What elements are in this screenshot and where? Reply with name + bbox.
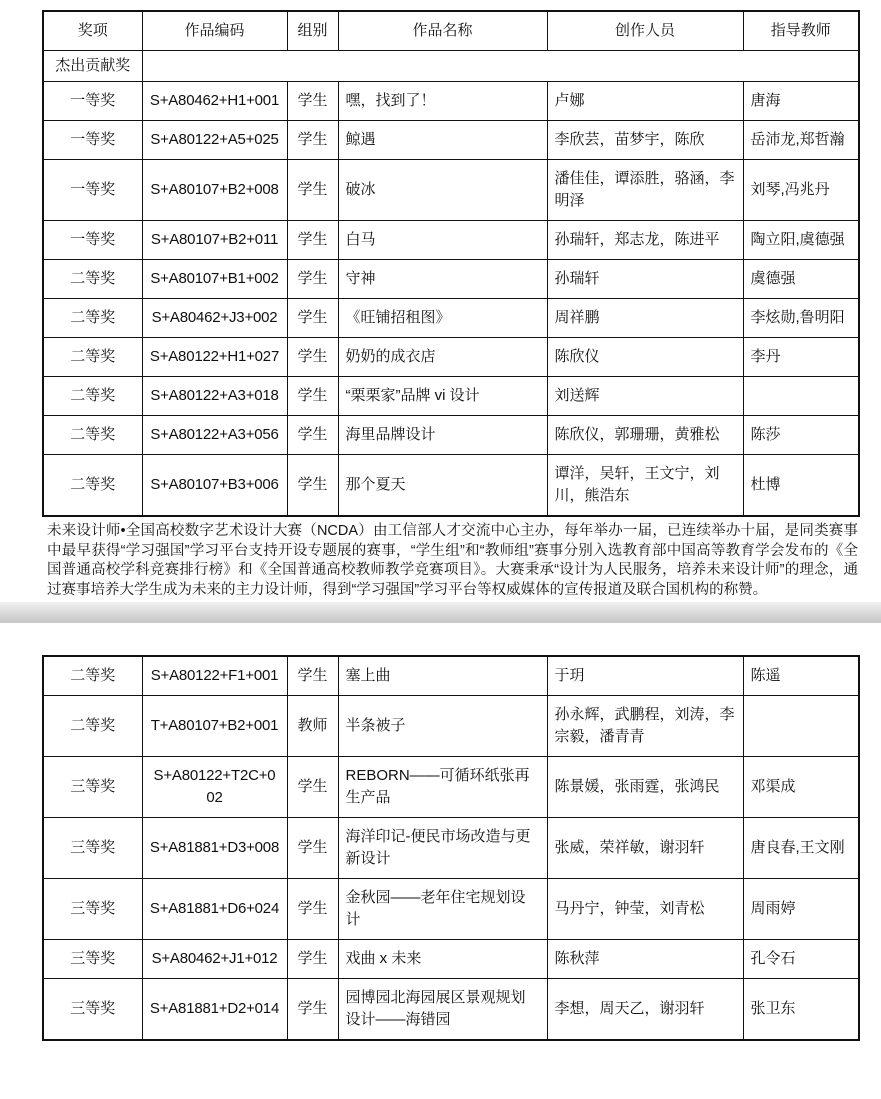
teacher-cell: 唐良春,王文刚: [743, 818, 859, 879]
creators-cell: 陈景媛，张雨霆，张鸿民: [547, 757, 743, 818]
table-row: [43, 656, 859, 696]
table-row: [43, 299, 859, 338]
teacher-cell: 邓渠成: [743, 757, 859, 818]
table-row: [43, 160, 859, 221]
title-cell: 鲸遇: [338, 121, 547, 160]
title-cell: 白马: [338, 221, 547, 260]
teacher-cell: 李丹: [743, 338, 859, 377]
title-cell: 海洋印记-便民市场改造与更新设计: [338, 818, 547, 879]
group-cell: 学生: [287, 299, 338, 338]
award-cell: 二等奖: [43, 377, 142, 416]
group-cell: 学生: [287, 656, 338, 696]
award-cell: 二等奖: [43, 260, 142, 299]
code-cell: S+A80107+B2+011: [142, 221, 287, 260]
title-cell: 塞上曲: [338, 656, 547, 696]
award-cell: 杰出贡献奖: [43, 51, 142, 82]
code-cell: S+A80122+F1+001: [142, 656, 287, 696]
title-cell: 那个夏天: [338, 455, 547, 517]
code-cell: S+A81881+D3+008: [142, 818, 287, 879]
code-cell: S+A81881+D6+024: [142, 879, 287, 940]
teacher-cell: 陈莎: [743, 416, 859, 455]
award-cell: 二等奖: [43, 338, 142, 377]
group-cell: 教师: [287, 696, 338, 757]
award-cell: 三等奖: [43, 979, 142, 1041]
teacher-cell: 孔令石: [743, 940, 859, 979]
award-cell: 三等奖: [43, 879, 142, 940]
teacher-cell: 张卫东: [743, 979, 859, 1041]
creators-cell: 卢娜: [547, 82, 743, 121]
code-cell: S+A80107+B3+006: [142, 455, 287, 517]
title-cell: 金秋园——老年住宅规划设计: [338, 879, 547, 940]
page-2: [0, 623, 881, 1041]
teacher-cell: [743, 696, 859, 757]
teacher-cell: 刘琴,冯兆丹: [743, 160, 859, 221]
code-cell: S+A80462+J1+012: [142, 940, 287, 979]
award-cell: 三等奖: [43, 940, 142, 979]
header-code: 作品编码: [142, 11, 287, 51]
teacher-cell: 陈遥: [743, 656, 859, 696]
group-cell: 学生: [287, 338, 338, 377]
header-group: 组别: [287, 11, 338, 51]
group-cell: 学生: [287, 221, 338, 260]
teacher-cell: 虞德强: [743, 260, 859, 299]
table-row: [43, 221, 859, 260]
code-cell: S+A80122+T2C+002: [142, 757, 287, 818]
award-cell: 一等奖: [43, 160, 142, 221]
code-cell: S+A80462+H1+001: [142, 82, 287, 121]
award-cell: 二等奖: [43, 299, 142, 338]
group-cell: 学生: [287, 879, 338, 940]
header-award: 奖项: [43, 11, 142, 51]
teacher-cell: 唐海: [743, 82, 859, 121]
creators-cell: 刘送辉: [547, 377, 743, 416]
page-break-shadow: [0, 602, 881, 623]
table-row: [43, 260, 859, 299]
creators-cell: 潘佳佳，谭添胜，骆涵，李明泽: [547, 160, 743, 221]
award-cell: 二等奖: [43, 416, 142, 455]
table-row: [43, 818, 859, 879]
title-cell: 《旺铺招租图》: [338, 299, 547, 338]
creators-cell: 陈欣仪: [547, 338, 743, 377]
code-cell: S+A80122+A5+025: [142, 121, 287, 160]
code-cell: S+A80107+B2+008: [142, 160, 287, 221]
group-cell: 学生: [287, 818, 338, 879]
creators-cell: 陈秋萍: [547, 940, 743, 979]
group-cell: 学生: [287, 377, 338, 416]
award-cell: 三等奖: [43, 757, 142, 818]
group-cell: 学生: [287, 940, 338, 979]
group-cell: 学生: [287, 260, 338, 299]
competition-description: 未来设计师•全国高校数字艺术设计大赛（NCDA）由工信部人才交流中心主办，每年举办一届，已连续举办十届，是同类赛事中最早获得“学习强国”学习平台支持开设专题展的赛事，“学生组”和“教师组”赛事分别入选教育部中国高等教育学会发布的《全国普通高校学科竞赛排行榜》和《全国普通高校教师教学竞赛项目》。大赛秉承“设计为人民服务，培养未来设计师”的理念，通过赛事培养大学生成为未来的主力设计师，得到“学习强国”学习平台等权威媒体的宣传报道及联合国机构的称赞。: [47, 523, 858, 598]
award-cell: 一等奖: [43, 221, 142, 260]
code-cell: S+A80122+A3+018: [142, 377, 287, 416]
table-row: [43, 757, 859, 818]
award-cell: 三等奖: [43, 818, 142, 879]
table-row: [43, 121, 859, 160]
award-cell: 一等奖: [43, 121, 142, 160]
title-cell: REBORN——可循环纸张再生产品: [338, 757, 547, 818]
table-row: [43, 455, 859, 517]
table-row: [43, 979, 859, 1041]
teacher-cell: 李炫勋,鲁明阳: [743, 299, 859, 338]
creators-cell: 马丹宁，钟莹，刘青松: [547, 879, 743, 940]
title-cell: 破冰: [338, 160, 547, 221]
title-cell: 半条被子: [338, 696, 547, 757]
title-cell: “栗栗家”品牌 vi 设计: [338, 377, 547, 416]
creators-cell: 孙永辉，武鹏程，刘涛，李宗毅，潘青青: [547, 696, 743, 757]
award-cell: 二等奖: [43, 696, 142, 757]
code-cell: S+A80462+J3+002: [142, 299, 287, 338]
teacher-cell: 周雨婷: [743, 879, 859, 940]
table-row: [43, 377, 859, 416]
group-cell: 学生: [287, 82, 338, 121]
award-cell: 二等奖: [43, 455, 142, 517]
group-cell: 学生: [287, 757, 338, 818]
title-cell: 园博园北海园展区景观规划设计——海错园: [338, 979, 547, 1041]
merged-empty-cell: [142, 51, 859, 82]
special-award-row: [43, 51, 859, 82]
table-row: [43, 940, 859, 979]
creators-cell: 李想，周天乙，谢羽轩: [547, 979, 743, 1041]
creators-cell: 孙瑞轩，郑志龙，陈进平: [547, 221, 743, 260]
header-creators: 创作人员: [547, 11, 743, 51]
creators-cell: 陈欣仪，郭珊珊，黄雅松: [547, 416, 743, 455]
code-cell: T+A80107+B2+001: [142, 696, 287, 757]
header-teacher: 指导教师: [743, 11, 859, 51]
table-row: [43, 879, 859, 940]
title-cell: 戏曲 x 未来: [338, 940, 547, 979]
code-cell: S+A80122+H1+027: [142, 338, 287, 377]
awards-table-page1: [42, 10, 860, 517]
award-cell: 一等奖: [43, 82, 142, 121]
creators-cell: 谭洋，吴轩，王文宁，刘川，熊浩东: [547, 455, 743, 517]
group-cell: 学生: [287, 979, 338, 1041]
creators-cell: 周祥鹏: [547, 299, 743, 338]
creators-cell: 孙瑞轩: [547, 260, 743, 299]
teacher-cell: [743, 377, 859, 416]
header-title: 作品名称: [338, 11, 547, 51]
awards-table-page2: [42, 655, 860, 1041]
table-row: [43, 82, 859, 121]
table-row: [43, 338, 859, 377]
creators-cell: 张威，荣祥敏，谢羽轩: [547, 818, 743, 879]
table-row: [43, 696, 859, 757]
award-cell: 二等奖: [43, 656, 142, 696]
title-cell: 海里品牌设计: [338, 416, 547, 455]
teacher-cell: 岳沛龙,郑哲瀚: [743, 121, 859, 160]
title-cell: 奶奶的成衣店: [338, 338, 547, 377]
group-cell: 学生: [287, 121, 338, 160]
group-cell: 学生: [287, 160, 338, 221]
code-cell: S+A80107+B1+002: [142, 260, 287, 299]
creators-cell: 于玥: [547, 656, 743, 696]
code-cell: S+A81881+D2+014: [142, 979, 287, 1041]
header-row: [43, 11, 859, 51]
title-cell: 嘿，找到了！: [338, 82, 547, 121]
teacher-cell: 陶立阳,虞德强: [743, 221, 859, 260]
title-cell: 守神: [338, 260, 547, 299]
group-cell: 学生: [287, 455, 338, 517]
group-cell: 学生: [287, 416, 338, 455]
creators-cell: 李欣芸，苗梦宇，陈欣: [547, 121, 743, 160]
table-row: [43, 416, 859, 455]
code-cell: S+A80122+A3+056: [142, 416, 287, 455]
teacher-cell: 杜博: [743, 455, 859, 517]
